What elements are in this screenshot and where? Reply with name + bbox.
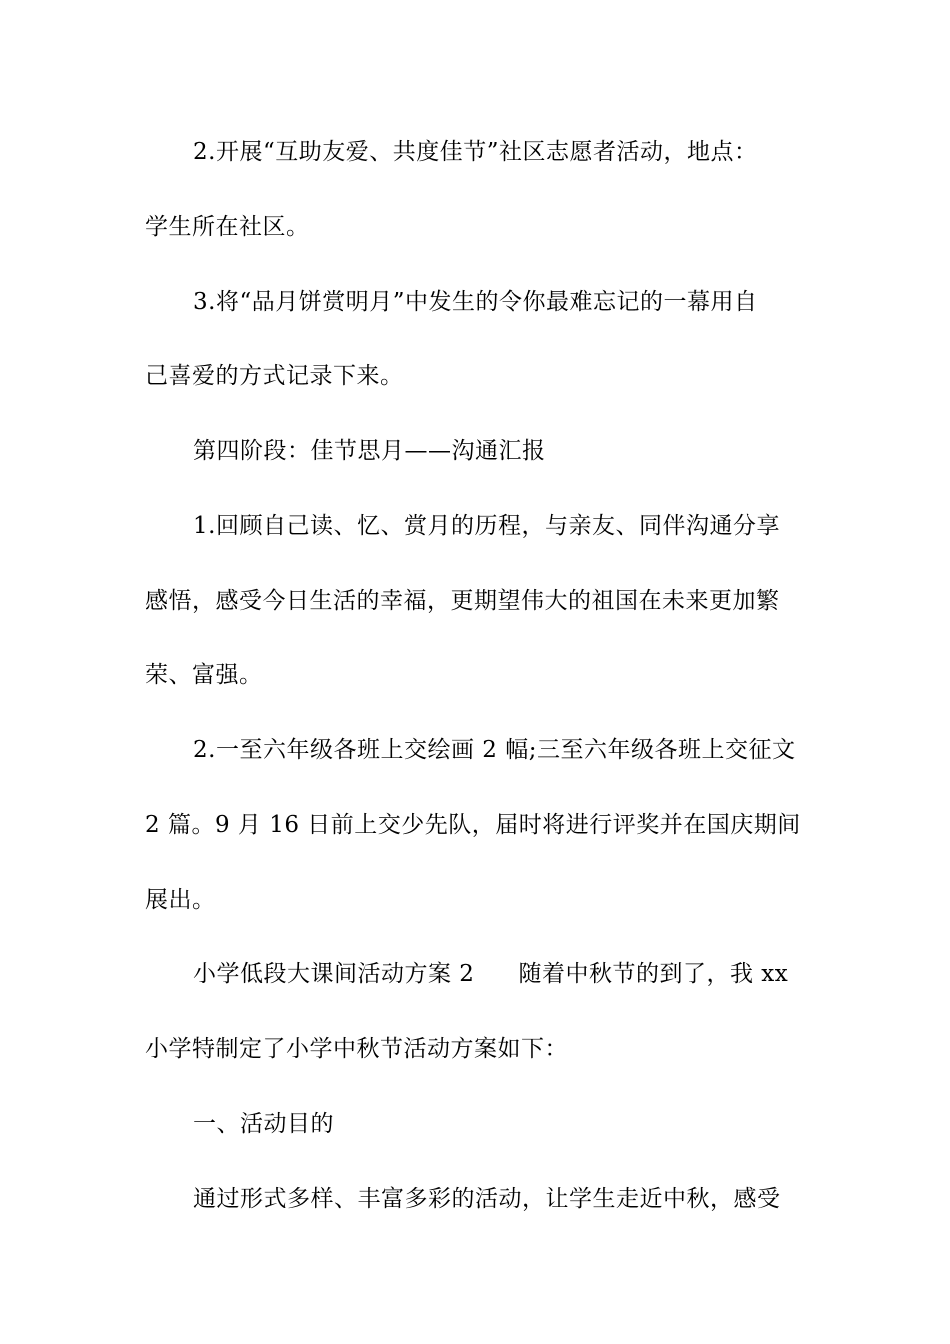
- paragraph-line: 己喜爱的方式记录下来。: [145, 363, 404, 389]
- paragraph-line: [193, 954, 815, 994]
- section-heading: 第四阶段：佳节思月——沟通汇报: [193, 438, 546, 464]
- paragraph-line: 2 篇。9 月 16 日前上交少先队，届时将进行评奖并在国庆期间: [145, 812, 801, 838]
- section-heading: 一、活动目的: [193, 1111, 334, 1137]
- document-title: 小学低段大课间活动方案 2: [193, 961, 475, 987]
- paragraph-line: 展出。: [145, 887, 216, 913]
- paragraph-line: 通过形式多样、丰富多彩的活动，让学生走近中秋，感受: [193, 1186, 781, 1212]
- paragraph-text: 随着中秋节的到了，我 xx: [518, 961, 789, 987]
- paragraph-line: 学生所在社区。: [145, 214, 310, 240]
- paragraph-line: 2.开展“互助友爱、共度佳节”社区志愿者活动，地点：: [193, 139, 758, 165]
- paragraph-line: 2.一至六年级各班上交绘画 2 幅;三至六年级各班上交征文: [193, 737, 796, 763]
- paragraph-line: 感悟，感受今日生活的幸福，更期望伟大的祖国在未来更加繁: [145, 588, 780, 614]
- paragraph-line: 荣、富强。: [145, 662, 263, 688]
- paragraph-line: 小学特制定了小学中秋节活动方案如下：: [145, 1036, 568, 1062]
- paragraph-line: 1.回顾自己读、忆、赏月的历程，与亲友、同伴沟通分享: [193, 513, 780, 539]
- paragraph-line: 3.将“品月饼赏明月”中发生的令你最难忘记的一幕用自: [193, 289, 758, 315]
